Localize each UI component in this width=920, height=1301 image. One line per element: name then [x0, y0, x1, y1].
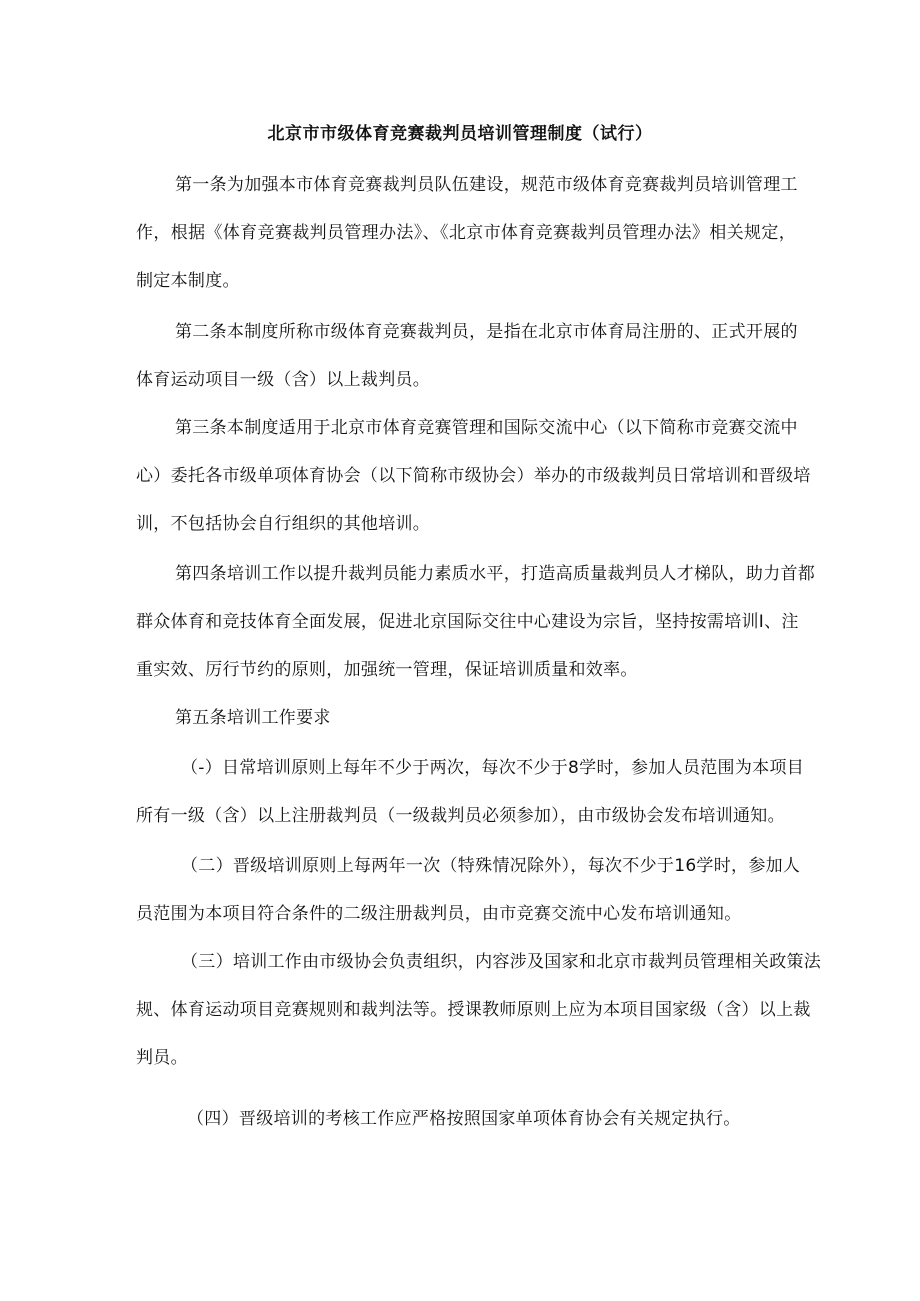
item-1-line-2: 所有一级（含）以上注册裁判员（一级裁判员必须参加），由市级协会发布培训通知。 — [136, 806, 785, 826]
article-5-heading: 第五条培训工作要求 — [175, 708, 331, 728]
document-title: 北京市市级体育竞赛裁判员培训管理制度（试行） — [267, 124, 653, 144]
article-3-line-2: 心）委托各市级单项体育协会（以下简称市级协会）举办的市级裁判员日常培训和晋级培 — [136, 466, 811, 486]
article-2-line-1: 第二条本制度所称市级体育竞赛裁判员，是指在北京市体育局注册的、正式开展的 — [175, 322, 798, 342]
item-2-line-2: 员范围为本项目符合条件的二级注册裁判员，由市竞赛交流中心发布培训通知。 — [136, 904, 742, 924]
article-2-line-2: 体育运动项目一级（含）以上裁判员。 — [136, 370, 431, 390]
item-1-line-1: （-）日常培训原则上每年不少于两次，每次不少于8学时，参加人员范围为本项目 — [181, 758, 805, 778]
article-1-line-2: 作，根据《体育竞赛裁判员管理办法》、《北京市体育竞赛裁判员管理办法》相关规定， — [136, 223, 796, 243]
article-3-line-3: 训，不包括协会自行组织的其他培训。 — [136, 514, 431, 534]
item-2-line-1: （二）晋级培训原则上每两年一次（特殊情况除外），每次不少于16学时，参加人 — [181, 856, 801, 876]
article-4-line-1: 第四条培训工作以提升裁判员能力素质水平，打造高质量裁判员人才梯队，助力首都 — [175, 564, 816, 584]
article-4-line-2: 群众体育和竞技体育全面发展，促进北京国际交往中心建设为宗旨，坚持按需培训I、注 — [136, 612, 799, 632]
item-4-line-1: （四）晋级培训的考核工作应严格按照国家单项体育协会有关规定执行。 — [187, 1109, 741, 1129]
article-1-line-3: 制定本制度。 — [136, 271, 240, 291]
item-3-line-3: 判员。 — [136, 1048, 188, 1068]
article-3-line-1: 第三条本制度适用于北京市体育竞赛管理和国际交流中心（以下简称市竞赛交流中 — [175, 418, 798, 438]
item-3-line-2: 规、体育运动项目竞赛规则和裁判法等。授课教师原则上应为本项目国家级（含）以上裁 — [136, 1000, 811, 1020]
article-4-line-3: 重实效、厉行节约的原则，加强统一管理，保证培训质量和效率。 — [136, 660, 638, 680]
item-3-line-1: （三）培训工作由市级协会负责组织，内容涉及国家和北京市裁判员管理相关政策法 — [181, 952, 822, 972]
article-1-line-1: 第一条为加强本市体育竞赛裁判员队伍建设，规范市级体育竞赛裁判员培训管理工 — [175, 175, 798, 195]
